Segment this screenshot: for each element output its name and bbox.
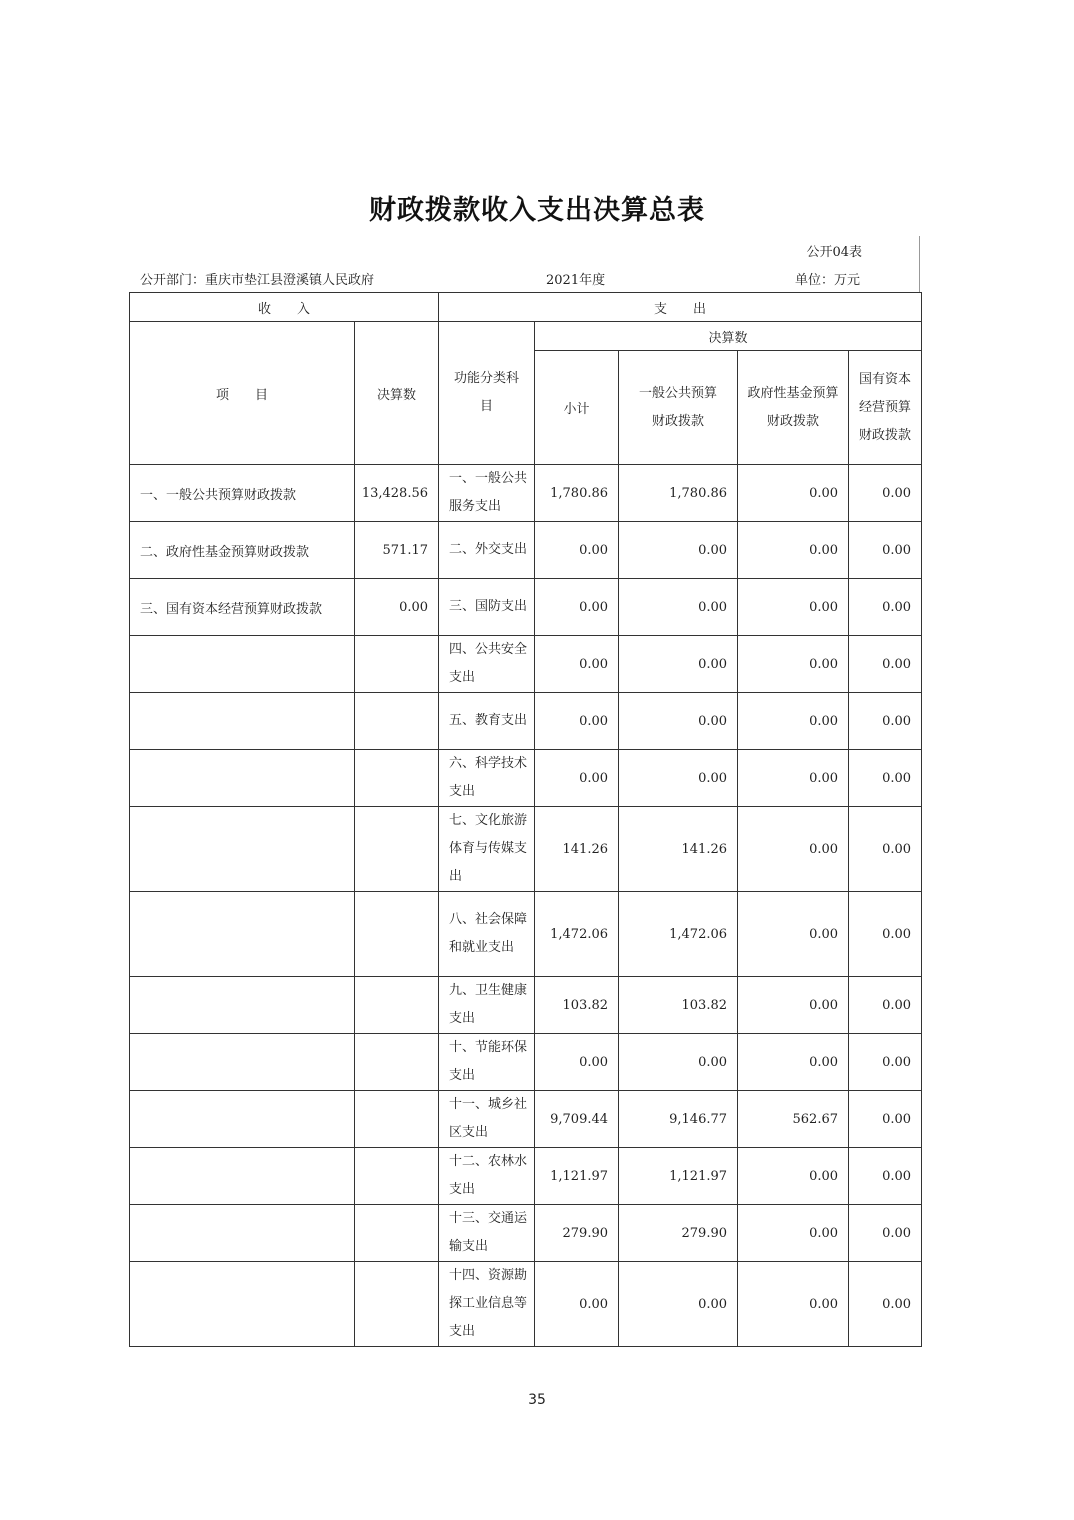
income-item-label: 二、政府性基金预算财政拨款 — [130, 522, 355, 579]
general-budget-column-header: 一般公共预算财政拨款 — [619, 351, 738, 465]
expense-category: 九、卫生健康支出 — [439, 977, 535, 1034]
expense-category: 十、节能环保支出 — [439, 1034, 535, 1091]
state-capital-value: 0.00 — [849, 465, 922, 522]
expense-category: 十一、城乡社区支出 — [439, 1091, 535, 1148]
state-capital-value: 0.00 — [849, 1091, 922, 1148]
subtotal-value: 0.00 — [535, 522, 619, 579]
form-number: 公开04表 — [806, 245, 862, 260]
general-budget-value: 0.00 — [619, 750, 738, 807]
expense-category: 三、国防支出 — [439, 579, 535, 636]
empty-income-amount — [355, 750, 439, 807]
income-amount-column-header: 决算数 — [355, 322, 439, 465]
subtotal-column-header: 小计 — [535, 351, 619, 465]
fund-budget-value: 0.00 — [738, 693, 849, 750]
expense-category: 十四、资源勘探工业信息等支出 — [439, 1262, 535, 1347]
subtotal-value: 279.90 — [535, 1205, 619, 1262]
expense-category: 十三、交通运输支出 — [439, 1205, 535, 1262]
state-capital-value: 0.00 — [849, 636, 922, 693]
general-budget-value: 0.00 — [619, 693, 738, 750]
empty-income-item — [130, 1205, 355, 1262]
header-divider-line — [919, 236, 920, 292]
empty-income-item — [130, 750, 355, 807]
fund-budget-value: 0.00 — [738, 1148, 849, 1205]
fund-budget-value: 0.00 — [738, 465, 849, 522]
empty-income-item — [130, 1148, 355, 1205]
empty-income-amount — [355, 892, 439, 977]
subtotal-value: 1,780.86 — [535, 465, 619, 522]
fund-budget-value: 0.00 — [738, 977, 849, 1034]
general-budget-value: 279.90 — [619, 1205, 738, 1262]
subtotal-value: 0.00 — [535, 636, 619, 693]
page-number: 35 — [528, 1392, 546, 1408]
empty-income-item — [130, 1034, 355, 1091]
subtotal-value: 0.00 — [535, 750, 619, 807]
item-column-header: 项 目 — [130, 322, 355, 465]
state-capital-value: 0.00 — [849, 1262, 922, 1347]
table-row — [130, 1091, 922, 1148]
table-row — [130, 522, 922, 579]
empty-income-item — [130, 977, 355, 1034]
budget-table — [129, 292, 922, 1347]
state-capital-value: 0.00 — [849, 807, 922, 892]
table-row — [130, 892, 922, 977]
table-row — [130, 1262, 922, 1347]
general-budget-value: 0.00 — [619, 522, 738, 579]
income-section-header: 收 入 — [130, 293, 439, 322]
state-capital-value: 0.00 — [849, 579, 922, 636]
expense-section-header: 支 出 — [439, 293, 922, 322]
table-row — [130, 1205, 922, 1262]
general-budget-value: 0.00 — [619, 636, 738, 693]
empty-income-amount — [355, 1262, 439, 1347]
general-budget-value: 141.26 — [619, 807, 738, 892]
state-capital-value: 0.00 — [849, 1148, 922, 1205]
table-row — [130, 977, 922, 1034]
state-capital-value: 0.00 — [849, 522, 922, 579]
fund-budget-value: 0.00 — [738, 750, 849, 807]
page-title: 财政拨款收入支出决算总表 — [369, 195, 705, 226]
general-budget-value: 1,121.97 — [619, 1148, 738, 1205]
income-item-label: 一、一般公共预算财政拨款 — [130, 465, 355, 522]
income-amount: 0.00 — [355, 579, 439, 636]
subtotal-value: 1,472.06 — [535, 892, 619, 977]
table-row — [130, 1034, 922, 1091]
expense-category: 四、公共安全支出 — [439, 636, 535, 693]
expense-category: 五、教育支出 — [439, 693, 535, 750]
state-capital-value: 0.00 — [849, 1034, 922, 1091]
income-amount: 571.17 — [355, 522, 439, 579]
table-row — [130, 750, 922, 807]
expense-category: 十二、农林水支出 — [439, 1148, 535, 1205]
general-budget-value: 9,146.77 — [619, 1091, 738, 1148]
subtotal-value: 0.00 — [535, 693, 619, 750]
expense-category: 一、一般公共服务支出 — [439, 465, 535, 522]
table-row — [130, 636, 922, 693]
empty-income-item — [130, 807, 355, 892]
fund-budget-value: 0.00 — [738, 1205, 849, 1262]
subtotal-value: 103.82 — [535, 977, 619, 1034]
subtotal-value: 0.00 — [535, 1034, 619, 1091]
empty-income-amount — [355, 1205, 439, 1262]
expense-category: 二、外交支出 — [439, 522, 535, 579]
state-capital-value: 0.00 — [849, 977, 922, 1034]
empty-income-amount — [355, 693, 439, 750]
income-item-label: 三、国有资本经营预算财政拨款 — [130, 579, 355, 636]
table-row — [130, 807, 922, 892]
empty-income-amount — [355, 1091, 439, 1148]
fund-budget-value: 0.00 — [738, 1034, 849, 1091]
fund-budget-value: 0.00 — [738, 636, 849, 693]
state-capital-value: 0.00 — [849, 1205, 922, 1262]
general-budget-value: 0.00 — [619, 579, 738, 636]
table-row — [130, 465, 922, 522]
department-label: 公开部门：重庆市垫江县澄溪镇人民政府 — [140, 273, 375, 288]
fiscal-year-label: 2021年度 — [546, 273, 606, 288]
unit-label: 单位：万元 — [795, 273, 861, 288]
subtotal-value: 141.26 — [535, 807, 619, 892]
empty-income-amount — [355, 807, 439, 892]
empty-income-item — [130, 693, 355, 750]
general-budget-value: 103.82 — [619, 977, 738, 1034]
empty-income-amount — [355, 977, 439, 1034]
empty-income-item — [130, 1262, 355, 1347]
final-amount-group-header: 决算数 — [535, 322, 922, 351]
subtotal-value: 0.00 — [535, 1262, 619, 1347]
fund-budget-value: 0.00 — [738, 807, 849, 892]
subtotal-value: 0.00 — [535, 579, 619, 636]
expense-category: 八、社会保障和就业支出 — [439, 892, 535, 977]
empty-income-amount — [355, 1034, 439, 1091]
subtotal-value: 9,709.44 — [535, 1091, 619, 1148]
function-class-column-header: 功能分类科目 — [439, 322, 535, 465]
fund-budget-value: 0.00 — [738, 1262, 849, 1347]
table-row — [130, 579, 922, 636]
empty-income-amount — [355, 636, 439, 693]
fund-budget-value: 0.00 — [738, 522, 849, 579]
general-budget-value: 0.00 — [619, 1262, 738, 1347]
fund-budget-value: 0.00 — [738, 892, 849, 977]
state-capital-value: 0.00 — [849, 693, 922, 750]
state-capital-column-header: 国有资本经营预算财政拨款 — [849, 351, 922, 465]
income-amount: 13,428.56 — [355, 465, 439, 522]
expense-category: 六、科学技术支出 — [439, 750, 535, 807]
fund-budget-value: 0.00 — [738, 579, 849, 636]
fund-budget-column-header: 政府性基金预算财政拨款 — [738, 351, 849, 465]
empty-income-item — [130, 892, 355, 977]
empty-income-item — [130, 636, 355, 693]
state-capital-value: 0.00 — [849, 892, 922, 977]
table-row — [130, 693, 922, 750]
state-capital-value: 0.00 — [849, 750, 922, 807]
expense-category: 七、文化旅游体育与传媒支出 — [439, 807, 535, 892]
general-budget-value: 1,780.86 — [619, 465, 738, 522]
general-budget-value: 1,472.06 — [619, 892, 738, 977]
general-budget-value: 0.00 — [619, 1034, 738, 1091]
table-row — [130, 1148, 922, 1205]
empty-income-item — [130, 1091, 355, 1148]
empty-income-amount — [355, 1148, 439, 1205]
subtotal-value: 1,121.97 — [535, 1148, 619, 1205]
fund-budget-value: 562.67 — [738, 1091, 849, 1148]
